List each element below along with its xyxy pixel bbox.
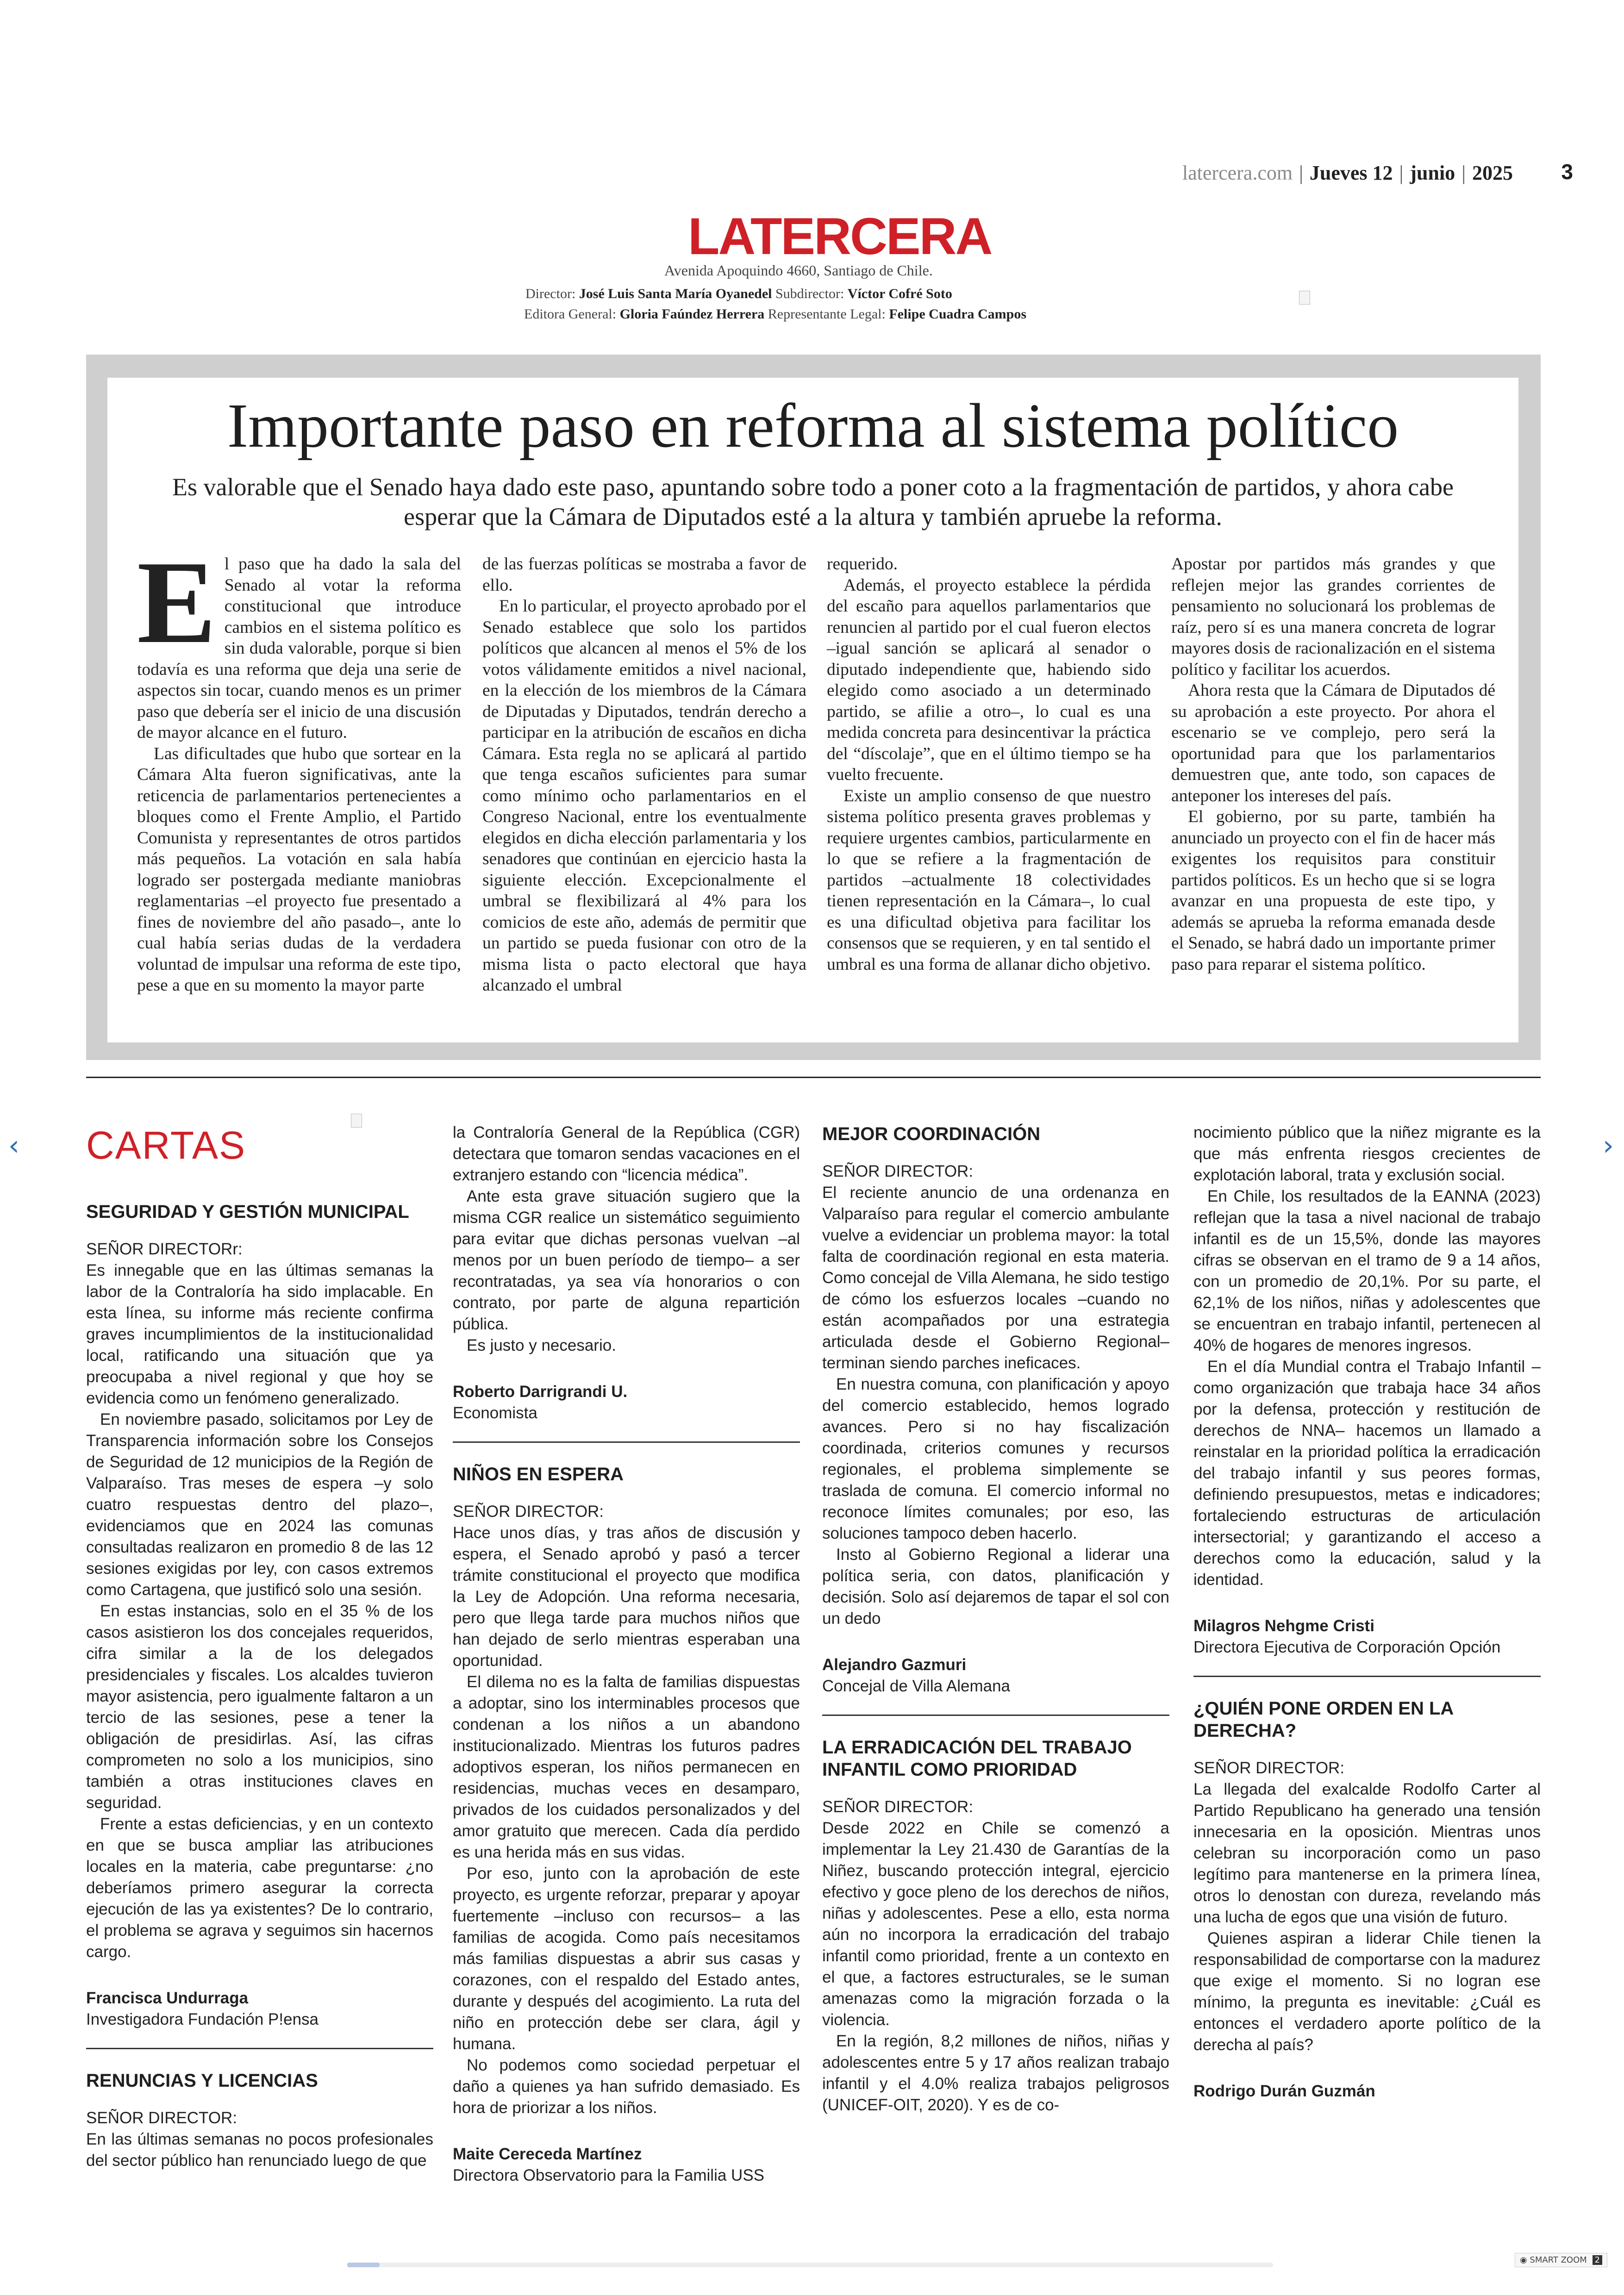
section-divider [86,1077,1541,1078]
letter-role: Directora Ejecutiva de Corporación Opción [1193,1638,1501,1656]
letter-role: Concejal de Villa Alemana [822,1677,1011,1695]
letter-divider [1193,1676,1541,1677]
editorial-column-4: Apostar por partidos más grandes y que reflejen mejor las grandes corrientes de pensamiento no solucionará los problemas de raíz, pero sí es una manera concreta de lograr mayores dosis de racionalización en el sistema político y facilitar los acuerdos. Ahora resta que la Cámara de Diputados dé su aprobación a este proyecto. Por ahora el escenario se ve complejo, pero será la oportunidad para que los parlamentarios demuestren que, ante todo, son capaces de anteponer los intereses del país. El gobierno, por su parte, también ha anunciado un proyecto con el fin de hacer más exigentes los requisitos para constituir partidos políticos. Es un hecho que si se logra avanzar en una propuesta de este tipo, y además se aprueba la reforma emanada desde el Senado, se habrá dado un importante primer paso para reparar el sistema político. [1171,555,1495,974]
address: Avenida Apoquindo 4660, Santiago de Chile. [664,262,933,279]
letter-divider [822,1715,1169,1716]
issue-month: junio [1410,162,1455,184]
letter-divider [86,2048,433,2049]
letter-signature: Rodrigo Durán Guzmán [1193,2082,1375,2100]
letter-title: NIÑOS EN ESPERA [453,1464,624,1484]
letter-signature: Maite Cereceda Martínez [453,2145,642,2163]
cartas-section-title: CARTAS [86,1123,246,1167]
masthead-line-2: Editora General: Gloria Faúndez Herrera Representante Legal: Felipe Cuadra Campos [524,306,1027,322]
letter-signature: Milagros Nehgme Cristi [1193,1617,1374,1635]
scrollbar-thumb[interactable] [347,2263,380,2267]
letter-greeting: SEÑOR DIRECTOR: [822,1798,974,1816]
editorial-title: Importante paso en reforma al sistema político [227,391,1399,461]
note-icon[interactable] [1299,291,1310,305]
site-url: latercera.com [1182,162,1293,184]
letter-title: RENUNCIAS Y LICENCIAS [86,2070,318,2091]
smart-zoom-button[interactable] [1515,2253,1607,2267]
chevron-left-icon[interactable]: ‹ [8,1129,19,1162]
editorial-subtitle: Es valorable que el Senado haya dado este paso, apuntando sobre todo a poner coto a la fragmentación de partidos, y ahora cabe esperar que la Cámara de Diputados esté a la altura y también apruebe la reforma. [172,473,1454,530]
letter-role: Economista [453,1404,537,1422]
letter-signature: Alejandro Gazmuri [822,1656,967,1674]
letter-role: Investigadora Fundación P!ensa [86,2010,319,2028]
letter-signature: Roberto Darrigrandi U. [453,1383,628,1401]
page-info: latercera.com | Jueves 12 | junio | 2025 [1182,162,1513,184]
smart-zoom-label: SMART ZOOM [1530,2255,1587,2265]
editorial-column-1: El paso que ha dado la sala del Senado al votar la reforma constitucional que introduce cambios en el sistema político es sin duda valorable, porque si bien todavía es una reforma que deja una serie de aspectos sin tocar, cuando menos es un primer paso que debería ser el inicio de una discusión de mayor alcance en el futuro. Las dificultades que hubo que sortear en la Cámara Alta fueron significativas, ante la reticencia de parlamentarios pertenecientes a bloques como el Frente Amplio, el Partido Comunista y representantes de otros partidos más pequeños. La votación en sala había logrado ser postergada mediante maniobras reglamentarias –el proyecto fue presentado a fines de noviembre del año pasado–, ante lo cual había serias dudas de la verdadera voluntad de impulsar una reforma de este tipo, pese a que en su momento la mayor parte [137,537,461,995]
letter-greeting: SEÑOR DIRECTOR: [86,2109,237,2127]
cartas-column-3: MEJOR COORDINACIÓN SEÑOR DIRECTOR: El reciente anuncio de una ordenanza en Valparaíso para regular el comercio ambulante vuelve a evidenciar un problema mayor: la total falta de coordinación regional en esta materia. Como concejal de Villa Alemana, he sido testigo de cómo los esfuerzos locales –cuando no están acompañados por una estrategia articulada desde el Gobierno Regional– terminan siendo parches ineficaces. En nuestra comuna, con planificación y apoyo del comercio establecido, hemos logrado avances. Pero si no hay fiscalización coordinada, criterios comunes y recursos regionales, el problema simplemente se traslada de comuna. El comercio informal no reconoce límites comunales; por eso, las soluciones tampoco deben hacerlo. Insto al Gobierno Regional a liderar una política seria, con datos, planificación y decisión. Solo así dejaremos de tapar el sol con un dedo Alejandro Gazmuri Concejal de Villa Alemana LA ERRADICACIÓN DEL TRABAJO INFANTIL COMO PRIORIDAD SEÑOR DIRECTOR: Desde 2022 en Chile se comenzó a implementar la Ley 21.430 de Garantías de la Niñez, buscando protección integral, ejercicio efectivo y goce pleno de los derechos de niños, niñas y adolescentes. Pese a ello, esta norma aún no incorpora la erradicación del trabajo infantil como prioridad, frente a un contexto en el que, a factores estructurales, se le suman amenazas como la migración forzada o la violencia. En la región, 8,2 millones de niños, niñas y adolescentes entre 5 y 17 años realizan trabajo infantil y el 4.0% realiza trabajos peligrosos (UNICEF-OIT, 2020). Y es de co- [822,1124,1169,2114]
masthead-line-1: Director: José Luis Santa María Oyanedel Subdirector: Víctor Cofré Soto [525,286,952,301]
page-number: 3 [1561,160,1573,184]
zoom-badge: 2 [1593,2255,1602,2265]
issue-day: Jueves 12 [1309,162,1393,184]
editorial-column-2: de las fuerzas políticas se mostraba a favor de ello. En lo particular, el proyecto aprobado por el Senado establece que solo los partidos políticos que alcancen al menos el 5% de los votos válidamente emitidos a nivel nacional, en la elección de los miembros de la Cámara de Diputadas y Diputados, tendrán derecho a participar en la atribución de escaños en dicha Cámara. Esta regla no se aplicará al partido que tenga escaños suficientes para sumar como mínimo ocho parlamentarios en el Congreso Nacional, entre los eventualmente elegidos en dicha elección parlamentaria y los senadores que continúan en ejercicio hasta la siguiente elección. Excepcionalmente el umbral se flexibilizará al 4% para los comicios de este año, además de permitir que un partido se pueda fusionar con otro de la misma lista o pacto electoral que haya alcanzado el umbral [482,555,806,995]
eye-icon: ◉ [1519,2255,1527,2265]
letter-greeting: SEÑOR DIRECTOR: [822,1162,974,1180]
letter-greeting: SEÑOR DIRECTORr: [86,1240,243,1258]
letter-title: ¿QUIÉN PONE ORDEN EN LA DERECHA? [1193,1698,1453,1741]
editorial-column-3: requerido. Además, el proyecto establece la pérdida del escaño para aquellos parlamentarios que renuncien al partido por el cual fueron electos –igual sanción se aplicará al senador o diputado independiente que, habiendo sido elegido como asociado a un determinado partido, se afilie a otro–, lo cual es una medida concreta para desincentivar la práctica del “díscolaje”, que en el último tiempo se ha vuelto frecuente. Existe un amplio consenso de que nuestro sistema político presenta graves problemas y requiere urgentes cambios, particularmente en lo que se refiere a la fragmentación de partidos –actualmente 18 colectividades tienen representación en la Cámara–, lo cual es una dificultad objetiva para facilitar los consensos que se requieren, y en tal sentido el umbral es una forma de allanar dicho objetivo. [827,555,1151,974]
letter-divider [453,1441,800,1443]
drop-cap: E [137,537,216,668]
letter-greeting: SEÑOR DIRECTOR: [453,1503,604,1521]
chevron-right-icon[interactable]: › [1603,1129,1614,1162]
newspaper-logo: LATERCERA [688,207,992,265]
letter-signature: Francisca Undurraga [86,1989,249,2007]
letter-role: Directora Observatorio para la Familia USS [453,2166,765,2184]
letter-title: MEJOR COORDINACIÓN [822,1124,1041,1144]
issue-year: 2025 [1472,162,1513,184]
cartas-column-1: SEGURIDAD Y GESTIÓN MUNICIPAL SEÑOR DIRECTORr: Es innegable que en las últimas semanas la labor de la Contraloría ha sido implacable. En esta línea, su informe más reciente confirma graves incumplimientos de la institucionalidad local, ratificando una situación que ya preocupaba a nivel regional y que hoy se evidencia como un fenómeno generalizado. En noviembre pasado, solicitamos por Ley de Transparencia información sobre los Consejos de Seguridad de 12 municipios de la Región de Valparaíso. Tras meses de espera –y solo cuatro respuestas dentro del plazo–, evidenciamos que en 2024 las comunas consultadas realizaron en promedio 8 de las 12 sesiones exigidas por ley, con casos extremos como Cartagena, que justificó solo una sesión. En estas instancias, solo en el 35 % de los casos asistieron los dos concejales requeridos, cifra similar a la de los delegados presidenciales y fiscales. Los alcaldes tuvieron mayor asistencia, pero igualmente faltaron a un tercio de las sesiones, pese a tener la obligación de presidirlas. Así, las cifras comprometen no solo a los municipios, sino también a otras instituciones claves en seguridad. Frente a estas deficiencias, y en un contexto en que se busca ampliar las atribuciones locales en la materia, cabe preguntarse: ¿no deberíamos primero asegurar la correcta ejecución de las ya existentes? De lo contrario, el problema se agrava y seguimos sin hacernos cargo. Francisca Undurraga Investigadora Fundación P!ensa RENUNCIAS Y LICENCIAS SEÑOR DIRECTOR: En las últimas semanas no pocos profesionales del sector público han renunciado luego de que [86,1202,433,2170]
scrollbar-track[interactable] [347,2263,1273,2267]
note-icon[interactable] [351,1114,362,1128]
letter-title: LA ERRADICACIÓN DEL TRABAJO INFANTIL COMO PRIORIDAD [822,1737,1132,1780]
letter-greeting: SEÑOR DIRECTOR: [1193,1759,1345,1777]
cartas-column-4: nocimiento público que la niñez migrante es la que más enfrenta riesgos crecientes de explotación laboral, trata y exclusión social. En Chile, los resultados de la EANNA (2023) reflejan que la tasa a nivel nacional de trabajo infantil es de un 15,5%, donde las mayores cifras se observan en el tramo de 9 a 14 años, con un promedio de 20,1%. Por su parte, el 62,1% de los niños, niñas y adolescentes que se encuentran en trabajo infantil, pertenecen al 40% de hogares de menores ingresos. En el día Mundial contra el Trabajo Infantil –como organización que trabaja hace 34 años por la defensa, protección y restitución de derechos de NNA– hacemos un llamado a reinstalar en la prioridad política la erradicación del trabajo infantil y sus peores formas, definiendo presupuestos, metas e indicadores; fortaleciendo estructuras de articulación intersectorial; y garantizando el acceso a derechos como la educación, salud y la identidad. Milagros Nehgme Cristi Directora Ejecutiva de Corporación Opción ¿QUIÉN PONE ORDEN EN LA DERECHA? SEÑOR DIRECTOR: La llegada del exalcalde Rodolfo Carter al Partido Republicano ha generado una tensión innecesaria en la oposición. Mientras unos celebran su incorporación como un paso legítimo para mantenerse en la primera línea, otros lo denostan con dureza, revelando más una lucha de egos que una visión de futuro. Quienes aspiran a liderar Chile tienen la responsabilidad de comportarse con la madurez que exige el momento. Si no logran ese mínimo, la pregunta es inevitable: ¿Cuál es entonces el verdadero aporte político de la derecha al país? Rodrigo Durán Guzmán [1193,1122,1541,2102]
cartas-column-2: la Contraloría General de la República (CGR) detectara que tomaron sendas vacaciones en el extranjero estando con “licencia médica”. Ante esta grave situación sugiero que la misma CGR realice un sistemático seguimiento para evitar que dichas personas vuelvan –al menos por un buen período de tiempo– a ser recontratadas, ya sea vía honorarios o con contrato, por parte de alguna repartición pública. Es justo y necesario. Roberto Darrigrandi U. Economista NIÑOS EN ESPERA SEÑOR DIRECTOR: Hace unos días, y tras años de discusión y espera, el Senado aprobó y pasó a tercer trámite constitucional el proyecto que modifica la Ley de Adopción. Una reforma necesaria, pero que llega tarde para muchos niños que han dejado de serlo mientras esperaban una oportunidad. El dilema no es la falta de familias dispuestas a adoptar, sino los interminables procesos que condenan a los niños a un abandono institucionalizado. Mientras los futuros padres adoptivos esperan, los niños permanecen en residencias, muchas veces en desamparo, privados de los cuidados personalizados y del amor gratuito que merecen. Cada día perdido es una herida más en sus vidas. Por eso, junto con la aprobación de este proyecto, es urgente reforzar, preparar y apoyar fuertemente –incluso con recursos– a las familias de acogida. Como país necesitamos más familias dispuestas a abrir sus casas y corazones, con el respaldo del Estado antes, durante y después del acogimiento. La ruta del niño en protección debe ser clara, ágil y humana. No podemos como sociedad perpetuar el daño a quienes ya han sufrido demasiado. Es hora de priorizar a los niños. Maite Cereceda Martínez Directora Observatorio para la Familia USS [453,1122,800,2186]
letter-title: SEGURIDAD Y GESTIÓN MUNICIPAL [86,1202,409,1222]
